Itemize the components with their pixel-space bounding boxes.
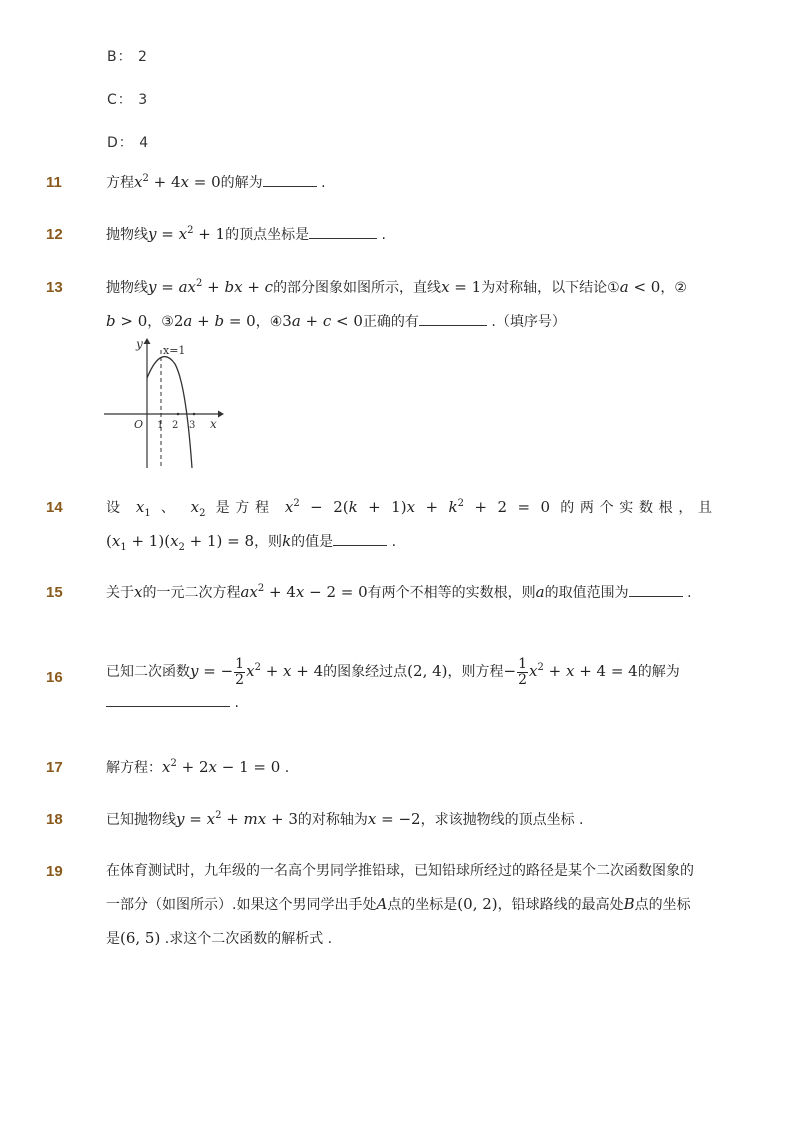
answer-blank[interactable] <box>629 582 683 597</box>
question-number: 12 <box>46 226 63 243</box>
parabola-graph <box>100 336 230 472</box>
question-12-text: 抛物线$y = x^2 + 1$的顶点坐标是 . <box>106 225 386 243</box>
question-number: 15 <box>46 584 63 601</box>
answer-blank[interactable] <box>419 311 487 326</box>
x-axis-arrow <box>218 411 224 418</box>
tick-label: 1 <box>157 420 164 431</box>
question-14-text: 设 $x_1$ 、 $x_2$ 是方程 $x^2 - 2(k + 1)x + k^2 + 2 = 0$ 的两个实数根，且 $(x_1 + 1)(x_2 + 1) = 8$，则k的值是 . <box>106 498 713 553</box>
answer-blank[interactable] <box>309 224 377 239</box>
tick-mark <box>193 413 196 416</box>
answer-blank[interactable] <box>333 531 387 546</box>
question-number: 11 <box>46 174 62 191</box>
origin-label: O <box>134 418 144 431</box>
question-number: 17 <box>46 759 63 776</box>
x-axis-label: x <box>210 417 217 431</box>
question-17-text: 解方程：$x^2 + 2x - 1 = 0$ . <box>106 758 290 776</box>
question-19-text: 在体育测试时，九年级的一名高个男同学推铅球，已知铅球所经过的路径是某个二次函数图象的 一部分（如图所示）.如果这个男同学出手处A点的坐标是(0, 2)，铅球路线的最高处B点的坐标 是(6, 5) .求这个二次函数的解析式 . <box>106 863 694 947</box>
option-c: C： 3 <box>107 92 149 108</box>
option-d: D： 4 <box>107 135 150 151</box>
question-18-text: 已知抛物线$y = x^2$ + mx + 3的对称轴为x = −2，求该抛物线的顶点坐标 . <box>106 810 584 828</box>
question-number: 13 <box>46 279 63 296</box>
parabola-curve <box>147 357 192 468</box>
option-b: B： 2 <box>107 49 148 65</box>
question-number: 16 <box>46 669 63 686</box>
question-16-text: 已知二次函数y = − $\frac{1}{2}$ $x^2 + x + 4$的图象经过点(2, 4)，则方程− $\frac{1}{2}$ $x^2 + x + 4 = 4$的解为 . <box>106 655 680 711</box>
y-axis-arrow <box>144 338 151 344</box>
tick-mark <box>177 413 180 416</box>
answer-blank[interactable] <box>106 692 230 707</box>
answer-blank[interactable] <box>263 172 317 187</box>
question-number: 18 <box>46 811 63 828</box>
question-number: 19 <box>46 863 63 880</box>
question-15-text: 关于x的一元二次方程$ax^2 + 4x - 2 = 0$有两个不相等的实数根，则a的取值范围为 . <box>106 583 692 601</box>
y-axis-label: y <box>136 337 143 351</box>
question-11-text: 方程$x^2 + 4x = 0$的解为 . <box>106 173 326 191</box>
symmetry-label: x=1 <box>163 344 186 357</box>
tick-label: 3 <box>189 420 196 431</box>
question-number: 14 <box>46 499 63 516</box>
question-13-text: 抛物线$y = ax^2$ + bx + c的部分图象如图所示，直线x = 1为对称轴，以下结论①a < 0，② b > 0，③2a + b = 0，④3a + c < 0正确的有 .（填序号） <box>106 278 687 330</box>
tick-label: 2 <box>172 420 179 431</box>
